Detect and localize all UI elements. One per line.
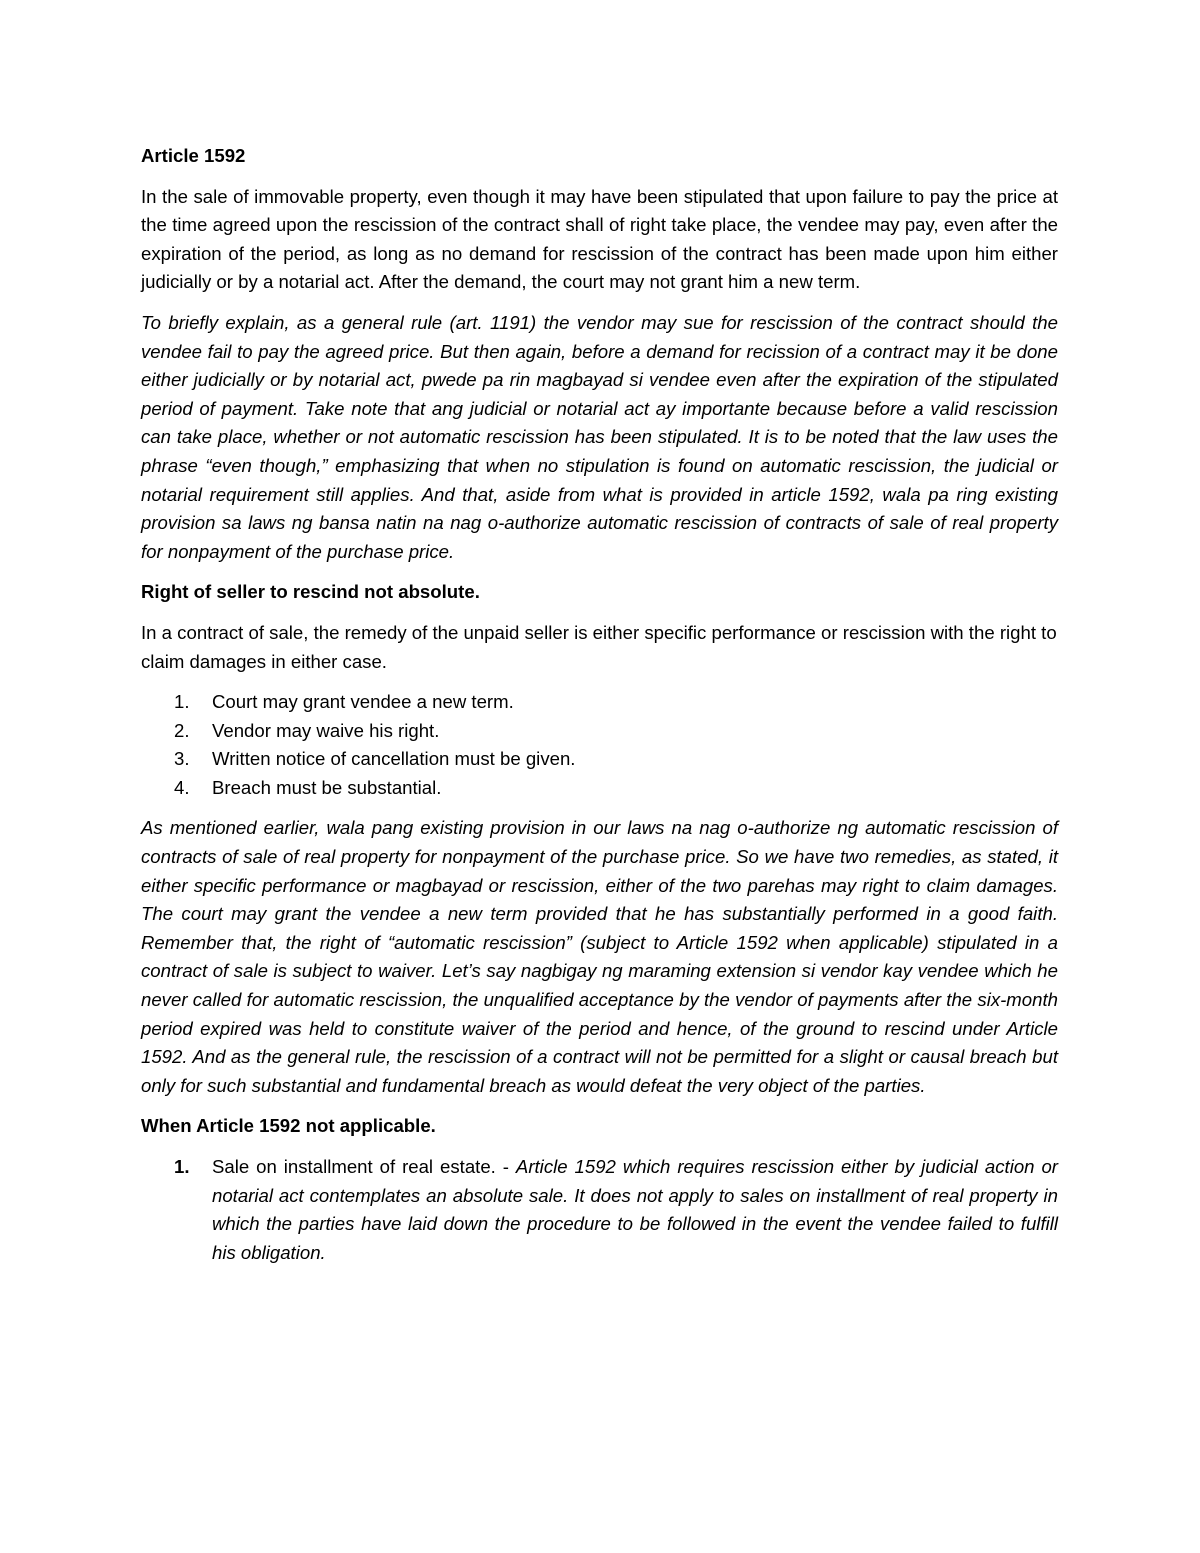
list-item-lead: Sale on installment of real estate. -	[212, 1156, 516, 1177]
not-applicable-heading: When Article 1592 not applicable.	[141, 1115, 436, 1137]
explanation-paragraph: To briefly explain, as a general rule (art. 1191) the vendor may sue for rescission of the contract should the vendee fail to pay the agreed price. But then again, before a demand for recission of a contract may it be done either judicially or by notarial act, pwede pa rin magbayad si vendee even after the expiration of the stipulated period of payment. Take note that ang judicial or notarial act ay importante because before a valid rescission can take place, whether or not automatic rescission has been stipulated. It is to be noted that the law uses the phrase “even though,” emphasizing that when no stipulation is found on automatic rescission, the judicial or notarial requirement still applies. And that, aside from what is provided in article 1592, wala pa ring existing provision sa laws ng bansa natin na nag o-authorize automatic rescission of contracts of sale of real property for nonpayment of the purchase price.	[141, 311, 1058, 562]
list-item-number: 2.	[174, 719, 190, 741]
list-item	[141, 717, 1058, 746]
list-item-text: Breach must be substantial.	[212, 776, 442, 798]
list-item-text: Vendor may waive his right.	[212, 719, 440, 741]
document-page	[141, 142, 1058, 1267]
list-item-text: Written notice of cancellation must be given.	[212, 748, 576, 770]
list-item	[141, 745, 1058, 774]
list-item-text: Article 1592 which requires rescission either by judicial action or notarial act contemplates an absolute sale. It does not apply to sales on installment of real property in which the parties have laid down the procedure to be followed in the event the vendee failed to fulfill his obligation.	[212, 1156, 1058, 1263]
article-title: Article 1592	[141, 145, 246, 166]
list-item-text: Court may grant vendee a new term.	[212, 691, 514, 713]
right-of-seller-heading: Right of seller to rescind not absolute.	[141, 581, 480, 603]
list-item	[141, 688, 1058, 717]
article-text: In the sale of immovable property, even though it may have been stipulated that upon failure to pay the price at the time agreed upon the rescission of the contract shall of right take place, the vendee may pay, even after the expiration of the period, as long as no demand for rescission of the contract has been made upon him either judicially or by a notarial act. After the demand, the court may not grant him a new term.	[141, 185, 1058, 293]
list-item-number: 1.	[174, 1156, 190, 1177]
list-item	[141, 1153, 1058, 1267]
right-of-seller-list	[141, 688, 1058, 802]
list-item-number: 4.	[174, 776, 190, 798]
list-item-number: 1.	[174, 691, 190, 713]
not-applicable-list	[141, 1153, 1058, 1267]
list-item	[141, 774, 1058, 803]
discussion-paragraph: As mentioned earlier, wala pang existing provision in our laws na nag o-authorize ng automatic rescission of contracts of sale of real property for nonpayment of the purchase price. So we have two remedies, as stated, it either specific performance or magbayad or rescission, either of the two parehas may right to claim damages. The court may grant the vendee a new term provided that he has substantially performed in a good faith. Remember that, the right of “automatic rescission” (subject to Article 1592 when applicable) stipulated in a contract of sale is subject to waiver. Let’s say nagbigay ng maraming extension si vendor kay vendee which he never called for automatic rescission, the unqualified acceptance by the vendor of payments after the six-month period expired was held to constitute waiver of the period and hence, of the ground to rescind under Article 1592. And as the general rule, the rescission of a contract will not be permitted for a slight or causal breach but only for such substantial and fundamental breach as would defeat the very object of the parties.	[141, 817, 1058, 1096]
right-of-seller-text: In a contract of sale, the remedy of the unpaid seller is either specific performance or rescission with the right to claim damages in either case.	[141, 621, 1057, 672]
list-item-number: 3.	[174, 748, 190, 770]
